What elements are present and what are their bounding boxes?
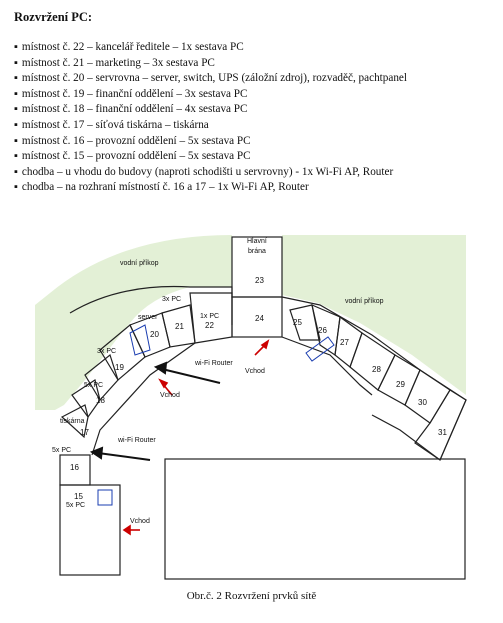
label-5xpc-a: 5x PC xyxy=(84,382,104,389)
room-15: 15 xyxy=(74,492,83,501)
label-vchod-1: Vchod xyxy=(245,368,265,375)
label-5xpc-b: 5x PC xyxy=(52,447,72,454)
room-18: 18 xyxy=(96,396,105,405)
label-brana: brána xyxy=(248,248,266,255)
label-3xpc-left: 3x PC xyxy=(97,348,117,355)
wifi-arrows xyxy=(92,363,220,460)
room-16: 16 xyxy=(70,463,79,472)
room-21: 21 xyxy=(175,322,184,331)
room-20: 20 xyxy=(150,330,159,339)
page-title: Rozvržení PC: xyxy=(14,10,93,24)
label-1xpc: 1x PC xyxy=(200,313,220,320)
label-hlavni: Hlavní xyxy=(247,238,267,245)
list-item: ▪ místnost č. 16 – provozní oddělení – 5x sestava PC xyxy=(14,134,407,150)
room-25: 25 xyxy=(293,318,302,327)
figure-caption: Obr.č. 2 Rozvržení prvků sítě xyxy=(186,590,317,602)
label-wifi-router-2: wi-Fi Router xyxy=(118,437,156,444)
label-3xpc-top: 3x PC xyxy=(162,296,182,303)
room-23: 23 xyxy=(255,276,264,285)
list-item: ▪ místnost č. 20 – servrovna – server, switch, UPS (záložní zdroj), rozvaděč, pachtpanel xyxy=(14,71,407,87)
room-17: 17 xyxy=(80,428,89,437)
room-28: 28 xyxy=(372,365,381,374)
label-wifi-router-1: wi-Fi Router xyxy=(195,360,233,367)
stairs xyxy=(98,325,334,505)
label-5xpc-c: 5x PC xyxy=(66,502,86,509)
room-24: 24 xyxy=(255,314,264,323)
list-item: ▪ místnost č. 17 – síťová tiskárna – tiskárna xyxy=(14,118,407,134)
list-item: ▪ místnost č. 18 – finanční oddělení – 4x sestava PC xyxy=(14,102,407,118)
label-vchod-2: Vchod xyxy=(160,392,180,399)
label-vchod-3: Vchod xyxy=(130,518,150,525)
floor-plan xyxy=(0,205,503,590)
room-30: 30 xyxy=(418,398,427,407)
pc-layout-list xyxy=(14,40,407,196)
list-item: ▪ chodba – u vhodu do budovy (naproti schodišti u servrovny) - 1x Wi-Fi AP, Router xyxy=(14,165,407,181)
list-item: ▪ chodba – na rozhraní místností č. 16 a 17 – 1x Wi-Fi AP, Router xyxy=(14,180,407,196)
room-29: 29 xyxy=(396,380,405,389)
room-26: 26 xyxy=(318,326,327,335)
list-item: ▪ místnost č. 19 – finanční oddělení – 3x sestava PC xyxy=(14,87,407,103)
list-item: ▪ místnost č. 15 – provozní oddělení – 5x sestava PC xyxy=(14,149,407,165)
label-moat-right: vodní příkop xyxy=(345,298,384,305)
room-19: 19 xyxy=(115,363,124,372)
label-server: server xyxy=(138,314,158,321)
list-item: ▪ místnost č. 21 – marketing – 3x sestava PC xyxy=(14,56,407,72)
room-27: 27 xyxy=(340,338,349,347)
label-moat-left: vodní příkop xyxy=(120,260,159,267)
label-tiskarna: tiskárna xyxy=(60,418,85,425)
room-31: 31 xyxy=(438,428,447,437)
list-item: ▪ místnost č. 22 – kancelář ředitele – 1x sestava PC xyxy=(14,40,407,56)
room-22: 22 xyxy=(205,321,214,330)
